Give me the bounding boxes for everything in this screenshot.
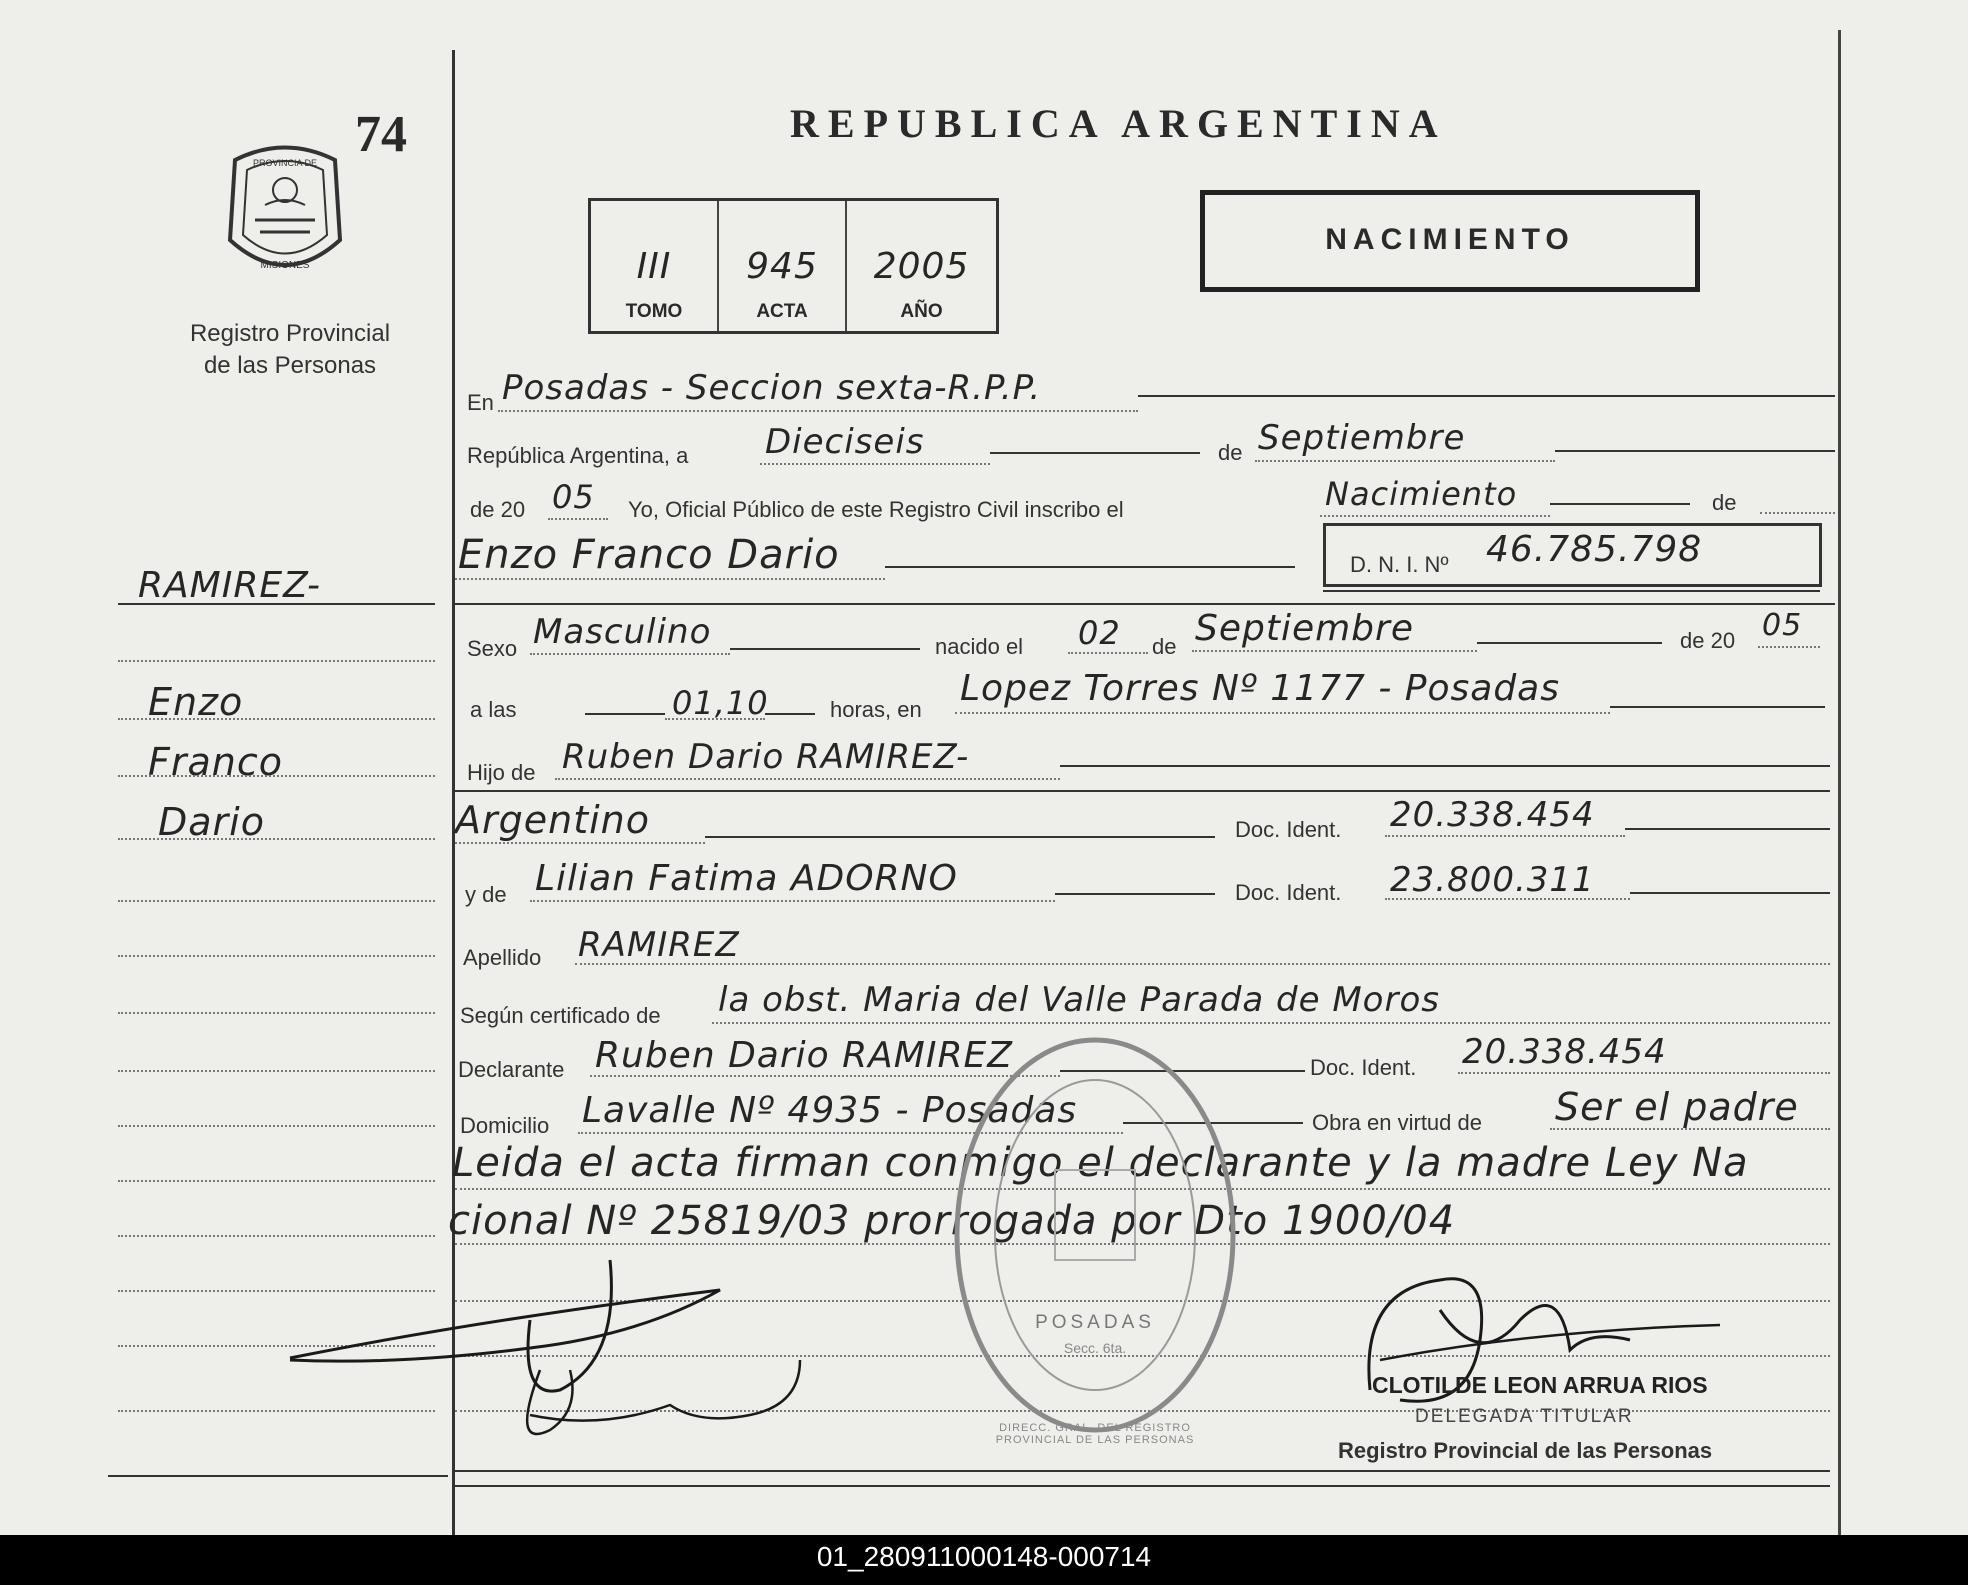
padre-nac-rule (455, 842, 705, 844)
nacido-month-rule-tail (1477, 642, 1662, 644)
hora-rule-tail (765, 713, 815, 715)
margin-name-2: Franco (148, 740, 283, 784)
date-prefix-label: República Argentina, a (467, 443, 689, 468)
acta-cell (719, 201, 847, 331)
official-org: Registro Provincial de las Personas (1338, 1438, 1713, 1463)
stamp-city: POSADAS (1035, 1312, 1155, 1333)
margin-rule-3 (118, 775, 435, 777)
official-stamp-icon (945, 1030, 1245, 1440)
padre-doc-label: Doc. Ident. (1235, 817, 1342, 842)
obra-rule (1550, 1128, 1830, 1130)
tomo-value: III (636, 246, 672, 287)
month-rule (1255, 460, 1555, 462)
margin-name-3: Dario (158, 800, 265, 844)
nacido-label: nacido el (935, 634, 1024, 659)
of-rule (1760, 512, 1835, 514)
note-line-1: Leida el acta firman conmigo el declarante y la madre Ley Na (452, 1140, 1749, 1186)
section-rule-top (455, 603, 1835, 605)
right-edge-rule (1838, 30, 1841, 1535)
apellido-label: Apellido (463, 945, 542, 970)
seal-bottom-text: MISIONES (260, 260, 310, 271)
child-name: Enzo Franco Dario (458, 532, 840, 578)
declarante-doc-value: 20.338.454 (1462, 1032, 1667, 1072)
margin-rule-11 (118, 1235, 435, 1237)
declarante-doc-rule (1458, 1072, 1830, 1074)
declarant-signature-icon (280, 1240, 880, 1470)
padre-rule-2 (455, 790, 1830, 792)
segun-label: Según certificado de (460, 1003, 661, 1028)
margin-surname-rule (118, 603, 435, 605)
margin-rule-6 (118, 955, 435, 957)
padre-doc-rule-tail (1625, 828, 1830, 830)
child-name-rule-tail (885, 566, 1295, 568)
apellido-value: RAMIREZ (578, 925, 740, 965)
stamp-section: Secc. 6ta. (1063, 1340, 1127, 1356)
sexo-rule (530, 653, 730, 655)
ano-value: 2005 (873, 246, 970, 287)
padre-nacionalidad: Argentino (455, 798, 650, 842)
padre-nac-rule-tail (705, 836, 1215, 838)
margin-rule-8 (118, 1070, 435, 1072)
record-type-label: NACIMIENTO (1325, 223, 1575, 256)
footer-code: 01_280911000148-000714 (816, 1541, 1152, 1572)
nacido-year: 05 (1762, 608, 1803, 643)
en-rule-tail (1138, 395, 1835, 397)
hora-value: 01,10 (672, 684, 769, 722)
madre-rule-tail (1055, 893, 1215, 895)
madre-doc-rule (1385, 898, 1630, 900)
padre-rule (555, 778, 1060, 780)
ano-label: AÑO (900, 301, 943, 322)
bottom-rule-1 (455, 1470, 1830, 1472)
margin-rule-5 (118, 900, 435, 902)
bottom-rule-2 (455, 1485, 1830, 1487)
padre-name: Ruben Dario RAMIREZ- (562, 737, 970, 777)
oficial-text: Yo, Oficial Público de este Registro Civil inscribo el (628, 497, 1124, 522)
nacido-day: 02 (1078, 614, 1121, 652)
acta-label: ACTA (756, 301, 808, 322)
inscribo-value: Nacimiento (1325, 475, 1518, 513)
inscribo-rule-tail (1550, 503, 1690, 505)
dni-box (1323, 523, 1822, 587)
sexo-rule-tail (730, 648, 920, 650)
month-prefix-label: de (1218, 440, 1243, 465)
day-value: Dieciseis (765, 422, 925, 462)
hora-rule (665, 718, 765, 720)
margin-bottom-rule (108, 1475, 448, 1477)
dni-label: D. N. I. Nº (1350, 552, 1449, 577)
note-line-2: cional Nº 25819/03 prorrogada por Dto 1900/04 (448, 1198, 1456, 1244)
ano-cell (847, 201, 996, 331)
madre-name: Lilian Fatima ADORNO (535, 858, 958, 899)
sexo-label: Sexo (467, 636, 518, 661)
obra-label: Obra en virtud de (1312, 1110, 1482, 1135)
official-signature-icon (1340, 1250, 1740, 1430)
folio-number: 74 (355, 106, 407, 163)
acta-value: 945 (746, 246, 818, 287)
margin-rule-10 (118, 1180, 435, 1182)
month-value: Septiembre (1258, 418, 1466, 458)
official-name: CLOTILDE LEON ARRUA RIOS (1372, 1372, 1708, 1398)
lugar-rule-tail (1610, 706, 1825, 708)
domicilio-value: Lavalle Nº 4935 - Posadas (582, 1090, 1078, 1131)
madre-prefix-label: y de (465, 882, 507, 907)
stamp-ring-text: DIRECC. GRAL. DEL REGISTRO PROVINCIAL DE LAS PERSONAS (995, 1422, 1195, 1446)
day-rule-tail (990, 452, 1200, 454)
registry-line-1: Registro Provincial (189, 320, 391, 347)
apellido-rule (575, 963, 1830, 965)
child-name-rule (455, 578, 885, 580)
padre-doc-value: 20.338.454 (1390, 795, 1595, 835)
seal-top-text: PROVINCIA DE (252, 158, 318, 168)
margin-name-1: Enzo (148, 680, 244, 724)
record-type-box (1200, 190, 1700, 292)
padre-doc-rule (1385, 835, 1625, 837)
day-rule (760, 463, 990, 465)
record-number-box (588, 198, 999, 334)
alas-rule-lead (585, 713, 665, 715)
horas-label: horas, en (830, 697, 922, 722)
nacido-month: Septiembre (1195, 608, 1414, 649)
margin-rule-4 (118, 838, 435, 840)
domicilio-label: Domicilio (460, 1113, 550, 1138)
dni-under-rule (1323, 590, 1820, 592)
en-rule (498, 410, 1138, 412)
margin-surname: RAMIREZ- (138, 565, 321, 606)
obra-value: Ser el padre (1555, 1085, 1799, 1129)
margin-rule-7 (118, 1012, 435, 1014)
alas-label: a las (470, 697, 517, 722)
dni-value: 46.785.798 (1486, 529, 1703, 570)
madre-doc-rule-tail (1630, 892, 1830, 894)
madre-doc-label: Doc. Ident. (1235, 880, 1342, 905)
lugar-value: Lopez Torres Nº 1177 - Posadas (960, 668, 1560, 709)
segun-rule (712, 1022, 1830, 1024)
hijo-label: Hijo de (467, 760, 536, 785)
nacido-year-label: de 20 (1680, 628, 1736, 653)
tomo-label: TOMO (625, 301, 683, 322)
nacido-day-rule (1068, 652, 1148, 654)
registry-line-2: de las Personas (203, 352, 377, 379)
declarante-doc-label: Doc. Ident. (1310, 1055, 1417, 1080)
year-prefix-label: de 20 (470, 497, 526, 522)
nacido-month-rule (1192, 650, 1477, 652)
nacido-year-rule (1758, 646, 1820, 648)
madre-rule (530, 900, 1055, 902)
lugar-rule (955, 712, 1610, 714)
year-rule (548, 518, 608, 520)
segun-value: la obst. Maria del Valle Parada de Moros (718, 980, 1440, 1020)
country-title: REPUBLICA ARGENTINA (790, 101, 1447, 146)
sexo-value: Masculino (533, 612, 712, 652)
en-value: Posadas - Seccion sexta-R.P.P. (502, 368, 1042, 408)
of-label: de (1712, 490, 1737, 515)
year-value: 05 (552, 478, 595, 516)
margin-rule-1 (118, 660, 435, 662)
declarante-label: Declarante (458, 1057, 565, 1082)
padre-rule-tail (1060, 765, 1830, 767)
en-label: En (467, 390, 494, 415)
tomo-cell (591, 201, 719, 331)
declarante-value: Ruben Dario RAMIREZ (595, 1035, 1013, 1076)
official-title: DELEGADA TITULAR (1415, 1406, 1634, 1427)
margin-rule-2 (118, 718, 435, 720)
month-rule-tail (1555, 450, 1835, 452)
province-seal-icon (215, 140, 355, 290)
nacido-de-label: de (1152, 634, 1177, 659)
inscribo-rule (1320, 515, 1550, 517)
madre-doc-value: 23.800.311 (1390, 860, 1595, 900)
margin-rule-9 (118, 1125, 435, 1127)
